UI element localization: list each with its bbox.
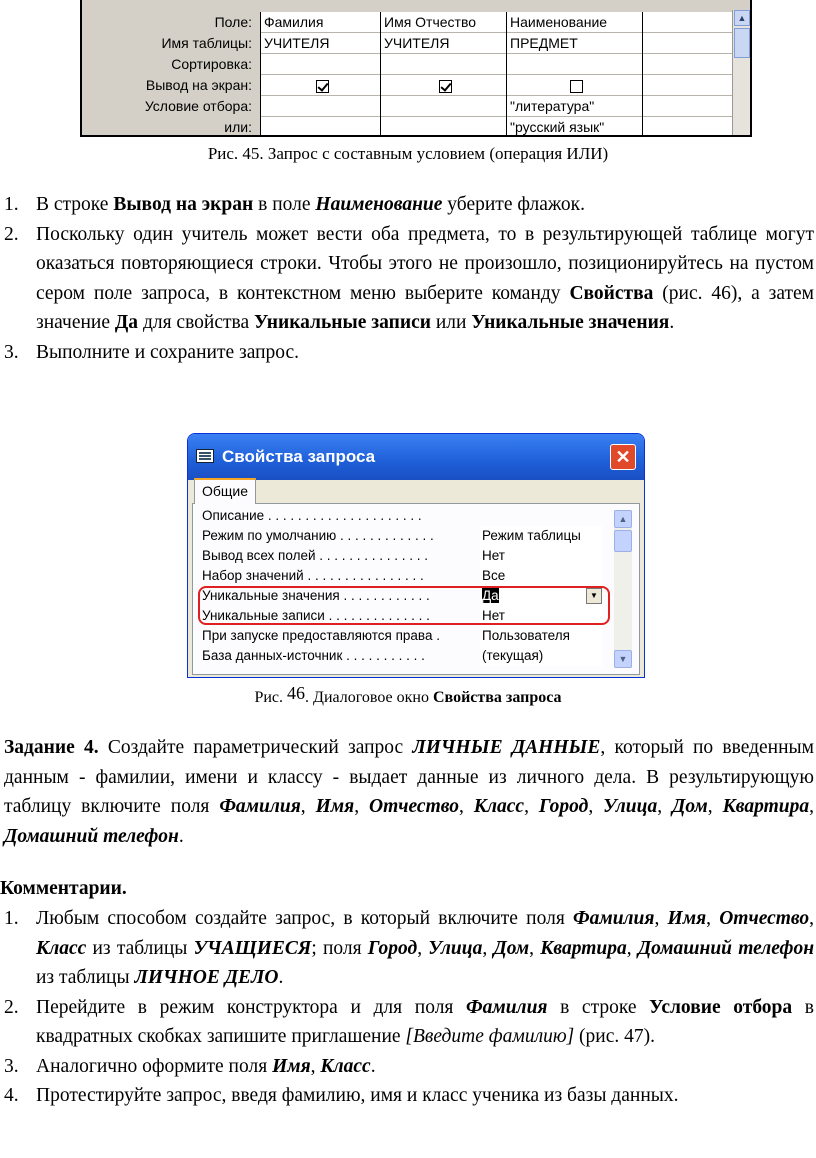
field-name: Отчество	[369, 796, 459, 817]
property-value[interactable]: Пользователя	[480, 626, 602, 646]
dialog-vertical-scrollbar[interactable]	[614, 510, 632, 668]
property-label: При запуске предоставляются права .	[202, 628, 440, 643]
property-label: База данных-источник . . . . . . . . . . .	[202, 648, 425, 663]
scroll-thumb[interactable]	[614, 530, 632, 552]
grid-cell-show	[507, 75, 642, 96]
separator: ,	[524, 796, 539, 817]
text: из таблицы	[86, 937, 194, 959]
list-item	[4, 338, 814, 368]
property-label: Режим по умолчанию . . . . . . . . . . . . .	[202, 528, 434, 543]
separator: ,	[657, 796, 673, 817]
property-value[interactable]: (текущая)	[480, 646, 602, 666]
steps-list-1	[4, 190, 814, 367]
list-item	[4, 190, 814, 220]
list-number: 3.	[4, 341, 19, 363]
field-name: Город	[367, 937, 418, 959]
field-name: Дом	[493, 937, 530, 959]
separator: ,	[809, 796, 814, 817]
properties-icon	[196, 449, 214, 463]
field-name: Квартира	[722, 796, 810, 817]
list-item	[4, 220, 814, 338]
text: Аналогично оформите поля	[36, 1055, 273, 1077]
grid-cell-field[interactable]: Имя Отчество	[381, 12, 506, 33]
grid-column	[260, 12, 380, 137]
field-name: Отчество	[719, 908, 810, 929]
list-number: 2.	[4, 223, 19, 245]
table-name: УЧАЩИЕСЯ	[193, 937, 312, 959]
row-label-or: или:	[224, 119, 252, 135]
grid-cell-or[interactable]	[261, 117, 380, 137]
separator: ,	[300, 796, 316, 817]
list-number: 2.	[4, 996, 19, 1018]
prompt-text: [Введите фамилию]	[405, 1026, 575, 1047]
text: в поле	[253, 194, 316, 215]
grid-vertical-scrollbar[interactable]	[732, 10, 750, 137]
text: .	[669, 312, 675, 333]
list-item	[4, 904, 814, 993]
bold-text: Свойства	[569, 282, 654, 304]
text: (рис. 46), а затем значение	[36, 282, 815, 333]
list-item	[4, 993, 814, 1052]
text: Любым способом создайте запрос, в который включите поля	[36, 908, 574, 929]
text: .	[178, 825, 184, 847]
separator: ,	[588, 796, 604, 817]
property-label: Набор значений . . . . . . . . . . . . . . . .	[202, 568, 424, 583]
separator: ,	[354, 796, 370, 817]
comments-heading: Комментарии.	[0, 878, 127, 899]
text: Создайте параметрический запрос	[98, 737, 413, 758]
text: .	[278, 967, 284, 988]
text: в квадратных скобках запишите приглашение	[36, 996, 814, 1047]
property-value[interactable]: Режим таблицы	[480, 526, 602, 546]
separator: ,	[654, 908, 668, 929]
grid-columns	[260, 12, 732, 137]
task-label: Задание 4.	[4, 737, 99, 758]
grid-cell-table[interactable]: ПРЕДМЕТ	[507, 33, 642, 54]
separator: ,	[809, 908, 815, 929]
grid-cell-field[interactable]: Наименование	[507, 12, 642, 33]
separator: ,	[529, 937, 541, 959]
separator: ,	[482, 937, 494, 959]
scroll-up-icon[interactable]: ▲	[734, 10, 750, 26]
bold-text: Условие отбора	[649, 996, 793, 1018]
property-value[interactable]: Все	[480, 566, 602, 586]
text: ,	[310, 1055, 321, 1077]
field-name: Класс	[36, 937, 87, 959]
separator: ,	[707, 796, 723, 817]
grid-cell-field[interactable]: Фамилия	[261, 12, 380, 33]
grid-row-labels	[82, 12, 258, 137]
property-label: Вывод всех полей . . . . . . . . . . . . . . .	[202, 548, 429, 563]
field-name: Имя	[667, 908, 707, 929]
close-icon[interactable]: ✕	[610, 444, 636, 470]
row-label-criteria: Условие отбора:	[144, 98, 252, 114]
figure-45-caption: Рис. 45. Запрос с составным условием (операция ИЛИ)	[207, 144, 609, 163]
grid-cell-or[interactable]	[381, 117, 506, 137]
text: в строке	[547, 996, 650, 1018]
selected-value: Да	[482, 588, 499, 603]
bold-text: Да	[114, 312, 139, 333]
grid-column	[380, 12, 506, 137]
text: ; поля	[311, 937, 368, 959]
text: или	[431, 312, 472, 333]
show-checkbox[interactable]	[570, 80, 583, 93]
show-checkbox[interactable]	[316, 80, 329, 93]
dialog-titlebar[interactable]	[188, 434, 644, 480]
query-name: ЛИЧНЫЕ ДАННЫЕ	[412, 737, 601, 758]
text: . Диалоговое окно	[305, 689, 433, 706]
field-name: Квартира	[540, 937, 627, 959]
query-properties-dialog	[187, 433, 645, 678]
field-name: Домашний телефон	[637, 937, 815, 959]
field-name: Дом	[672, 796, 708, 817]
field-name: Город	[538, 796, 589, 817]
text: (рис. 47).	[574, 1026, 655, 1047]
field-name: Имя	[315, 796, 355, 817]
tab-general[interactable]: Общие	[194, 478, 256, 504]
field-name: Класс	[320, 1055, 371, 1077]
bold-text: Уникальные записи	[254, 312, 431, 333]
field-name: Фамилия	[466, 996, 548, 1018]
list-item	[4, 1081, 814, 1111]
row-label-table: Имя таблицы:	[161, 35, 252, 51]
scroll-up-icon[interactable]: ▲	[614, 510, 632, 528]
grid-column	[506, 12, 642, 137]
text: Рис.	[254, 689, 288, 706]
text: Поскольку один учитель может вести оба предмета, то в результирующей таблице могут оказаться повторяющиеся строки. Чтобы этого не произошло, позиционируйтесь на пустом сером поле запроса, в контекстном меню выберите команду	[36, 223, 814, 304]
dropdown-arrow-icon[interactable]: ▼	[586, 588, 602, 604]
task-4-paragraph	[4, 733, 814, 851]
figure-number: 46	[287, 683, 306, 703]
bold-text: Вывод на экран	[113, 194, 254, 215]
field-name: Фамилия	[219, 796, 301, 817]
property-value[interactable]: Нет	[480, 546, 602, 566]
property-label: Уникальные записи . . . . . . . . . . . . . .	[202, 608, 430, 623]
scroll-down-icon[interactable]: ▼	[614, 650, 632, 668]
dialog-title: Свойства запроса	[222, 447, 376, 466]
text: из таблицы	[36, 967, 135, 988]
list-item	[4, 1052, 814, 1082]
separator: ,	[417, 937, 429, 959]
field-name: Фамилия	[573, 908, 655, 929]
text: , который по введенным данным - фамилии, имени и классу - выдает данные из личного дела. В результирующую таблицу включите поля	[4, 737, 814, 817]
property-label: Уникальные значения . . . . . . . . . . . .	[202, 588, 430, 603]
bold-text: Уникальные значения	[471, 312, 670, 333]
scroll-thumb[interactable]	[734, 28, 750, 58]
query-design-grid	[80, 0, 752, 137]
text: Перейдите в режим конструктора и для поля	[36, 996, 467, 1018]
grid-cell-sort[interactable]	[381, 54, 506, 75]
row-label-show: Вывод на экран:	[145, 77, 252, 93]
row-label-sort: Сортировка:	[171, 56, 252, 72]
separator: ,	[458, 796, 474, 817]
grid-cell-show	[381, 75, 506, 96]
text: уберите флажок.	[442, 194, 585, 215]
list-number: 1.	[4, 194, 19, 215]
highlight-frame	[198, 586, 610, 625]
list-number: 4.	[4, 1085, 19, 1106]
grid-cell-or[interactable]: "русский язык"	[507, 117, 642, 137]
property-label: Описание . . . . . . . . . . . . . . . . . . . . .	[202, 508, 422, 523]
field-name: Наименование	[315, 194, 443, 215]
field-name: Улица	[603, 796, 658, 817]
text: для свойства	[138, 312, 255, 333]
field-name: Имя	[272, 1055, 311, 1077]
bold-text: Свойства запроса	[432, 689, 562, 706]
list-number: 1.	[4, 908, 19, 929]
text: Протестируйте запрос, введя фамилию, имя и класс ученика из базы данных.	[36, 1085, 679, 1106]
show-checkbox[interactable]	[439, 80, 452, 93]
figure-46-caption	[0, 683, 816, 707]
steps-list-2	[4, 904, 814, 1111]
grid-cell-sort[interactable]	[507, 54, 642, 75]
separator: ,	[626, 937, 638, 959]
grid-cell-criteria[interactable]	[381, 96, 506, 117]
property-value[interactable]: Нет	[480, 606, 602, 626]
text: .	[370, 1055, 376, 1077]
list-number: 3.	[4, 1055, 19, 1077]
field-name: Домашний телефон	[4, 825, 179, 847]
grid-cell-table[interactable]: УЧИТЕЛЯ	[381, 33, 506, 54]
table-name: ЛИЧНОЕ ДЕЛО	[134, 967, 279, 988]
grid-cell-show	[261, 75, 380, 96]
text: В строке	[36, 194, 114, 215]
grid-cell-criteria[interactable]	[261, 96, 380, 117]
grid-cell-sort[interactable]	[261, 54, 380, 75]
field-name: Класс	[473, 796, 525, 817]
row-label-field: Поле:	[214, 14, 252, 30]
grid-cell-criteria[interactable]: "литература"	[507, 96, 642, 117]
text: Выполните и сохраните запрос.	[36, 341, 300, 363]
grid-cell-table[interactable]: УЧИТЕЛЯ	[261, 33, 380, 54]
separator: ,	[706, 908, 720, 929]
field-name: Улица	[428, 937, 483, 959]
